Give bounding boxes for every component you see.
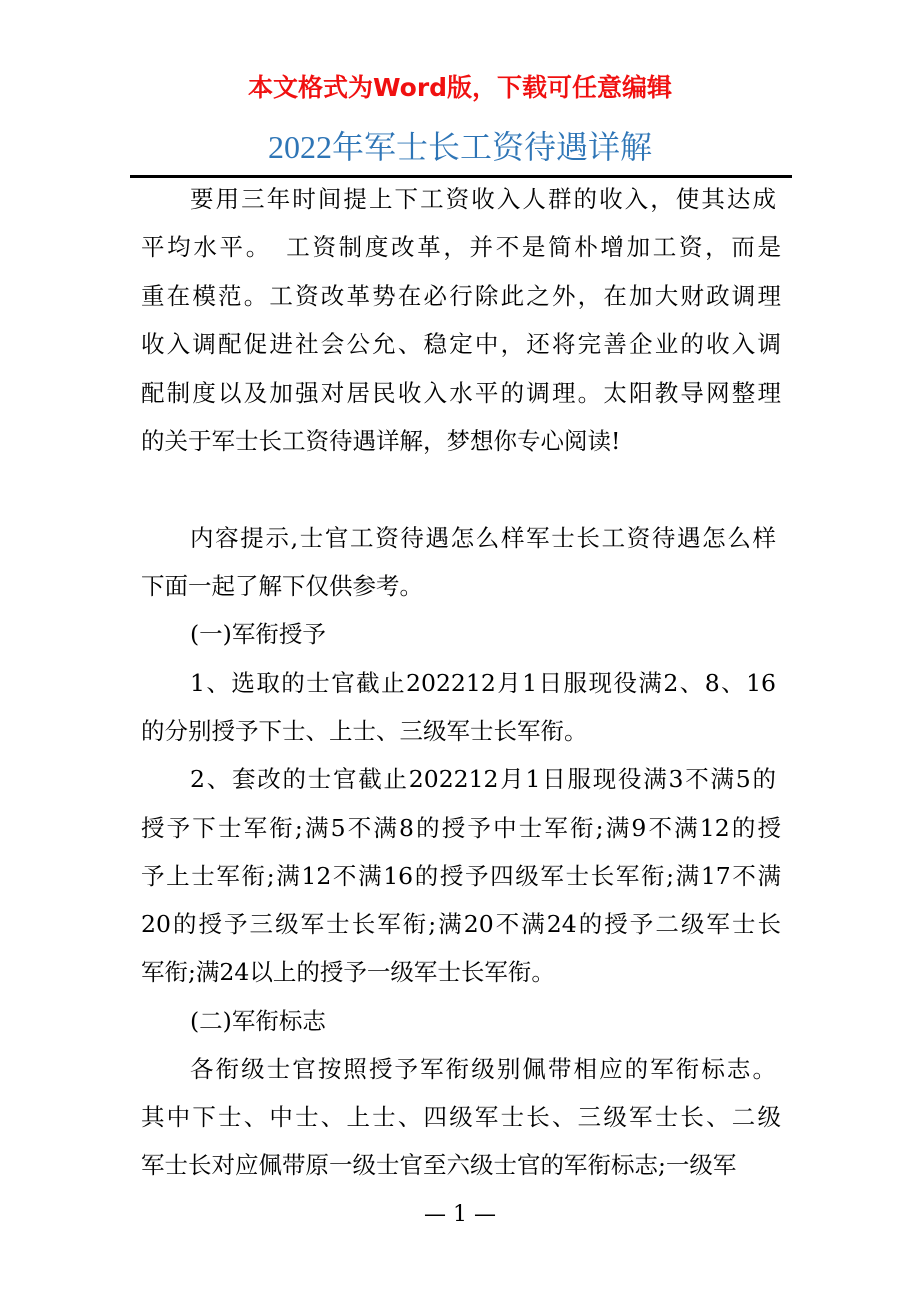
paragraph-line: 的关于军士长工资待遇详解，梦想你专心阅读! [141, 427, 621, 455]
paragraph-line: 1、选取的士官截止202212月1日服现役满2、8、16 [190, 669, 776, 697]
paragraph-line: 其中下士、中士、上士、四级军士长、三级军士长、二级 [141, 1103, 781, 1131]
editable-notice-banner: 本文格式为Word版，下载可任意编辑 [247, 73, 673, 102]
title-divider [130, 175, 792, 178]
page-number: — 1 — [424, 1202, 496, 1227]
paragraph-line: 授予下士军衔;满5不满8的授予中士军衔;满9不满12的授 [141, 814, 781, 842]
paragraph-line: 平均水平。 工资制度改革，并不是简朴增加工资，而是 [141, 233, 781, 261]
paragraph-line: 军衔;满24以上的授予一级军士长军衔。 [141, 958, 555, 986]
paragraph-line: 20的授予三级军士长军衔;满20不满24的授予二级军士长 [141, 910, 781, 938]
paragraph-line: 收入调配促进社会公允、稳定中，还将完善企业的收入调 [141, 330, 781, 358]
paragraph-line: 军士长对应佩带原一级士官至六级士官的军衔标志;一级军 [141, 1151, 737, 1179]
paragraph-line: 2、套改的士官截止202212月1日服现役满3不满5的 [190, 765, 776, 793]
paragraph-line: 重在模范。工资改革势在必行除此之外，在加大财政调理 [141, 282, 781, 310]
document-title: 2022年军士长工资待遇详解 [267, 129, 652, 165]
paragraph-line: 各衔级士官按照授予军衔级别佩带相应的军衔标志。 [190, 1055, 776, 1083]
paragraph-line: (一)军衔授予 [190, 620, 326, 648]
paragraph-line: (二)军衔标志 [190, 1007, 326, 1035]
paragraph-line: 内容提示,士官工资待遇怎么样军士长工资待遇怎么样 [190, 524, 776, 552]
paragraph-line: 要用三年时间提上下工资收入人群的收入，使其达成 [190, 185, 776, 213]
paragraph-line: 配制度以及加强对居民收入水平的调理。太阳教导网整理 [141, 379, 781, 407]
paragraph-line: 予上士军衔;满12不满16的授予四级军士长军衔;满17不满 [141, 862, 781, 890]
paragraph-line: 的分别授予下士、上士、三级军士长军衔。 [141, 717, 588, 745]
paragraph-line: 下面一起了解下仅供参考。 [141, 572, 423, 600]
